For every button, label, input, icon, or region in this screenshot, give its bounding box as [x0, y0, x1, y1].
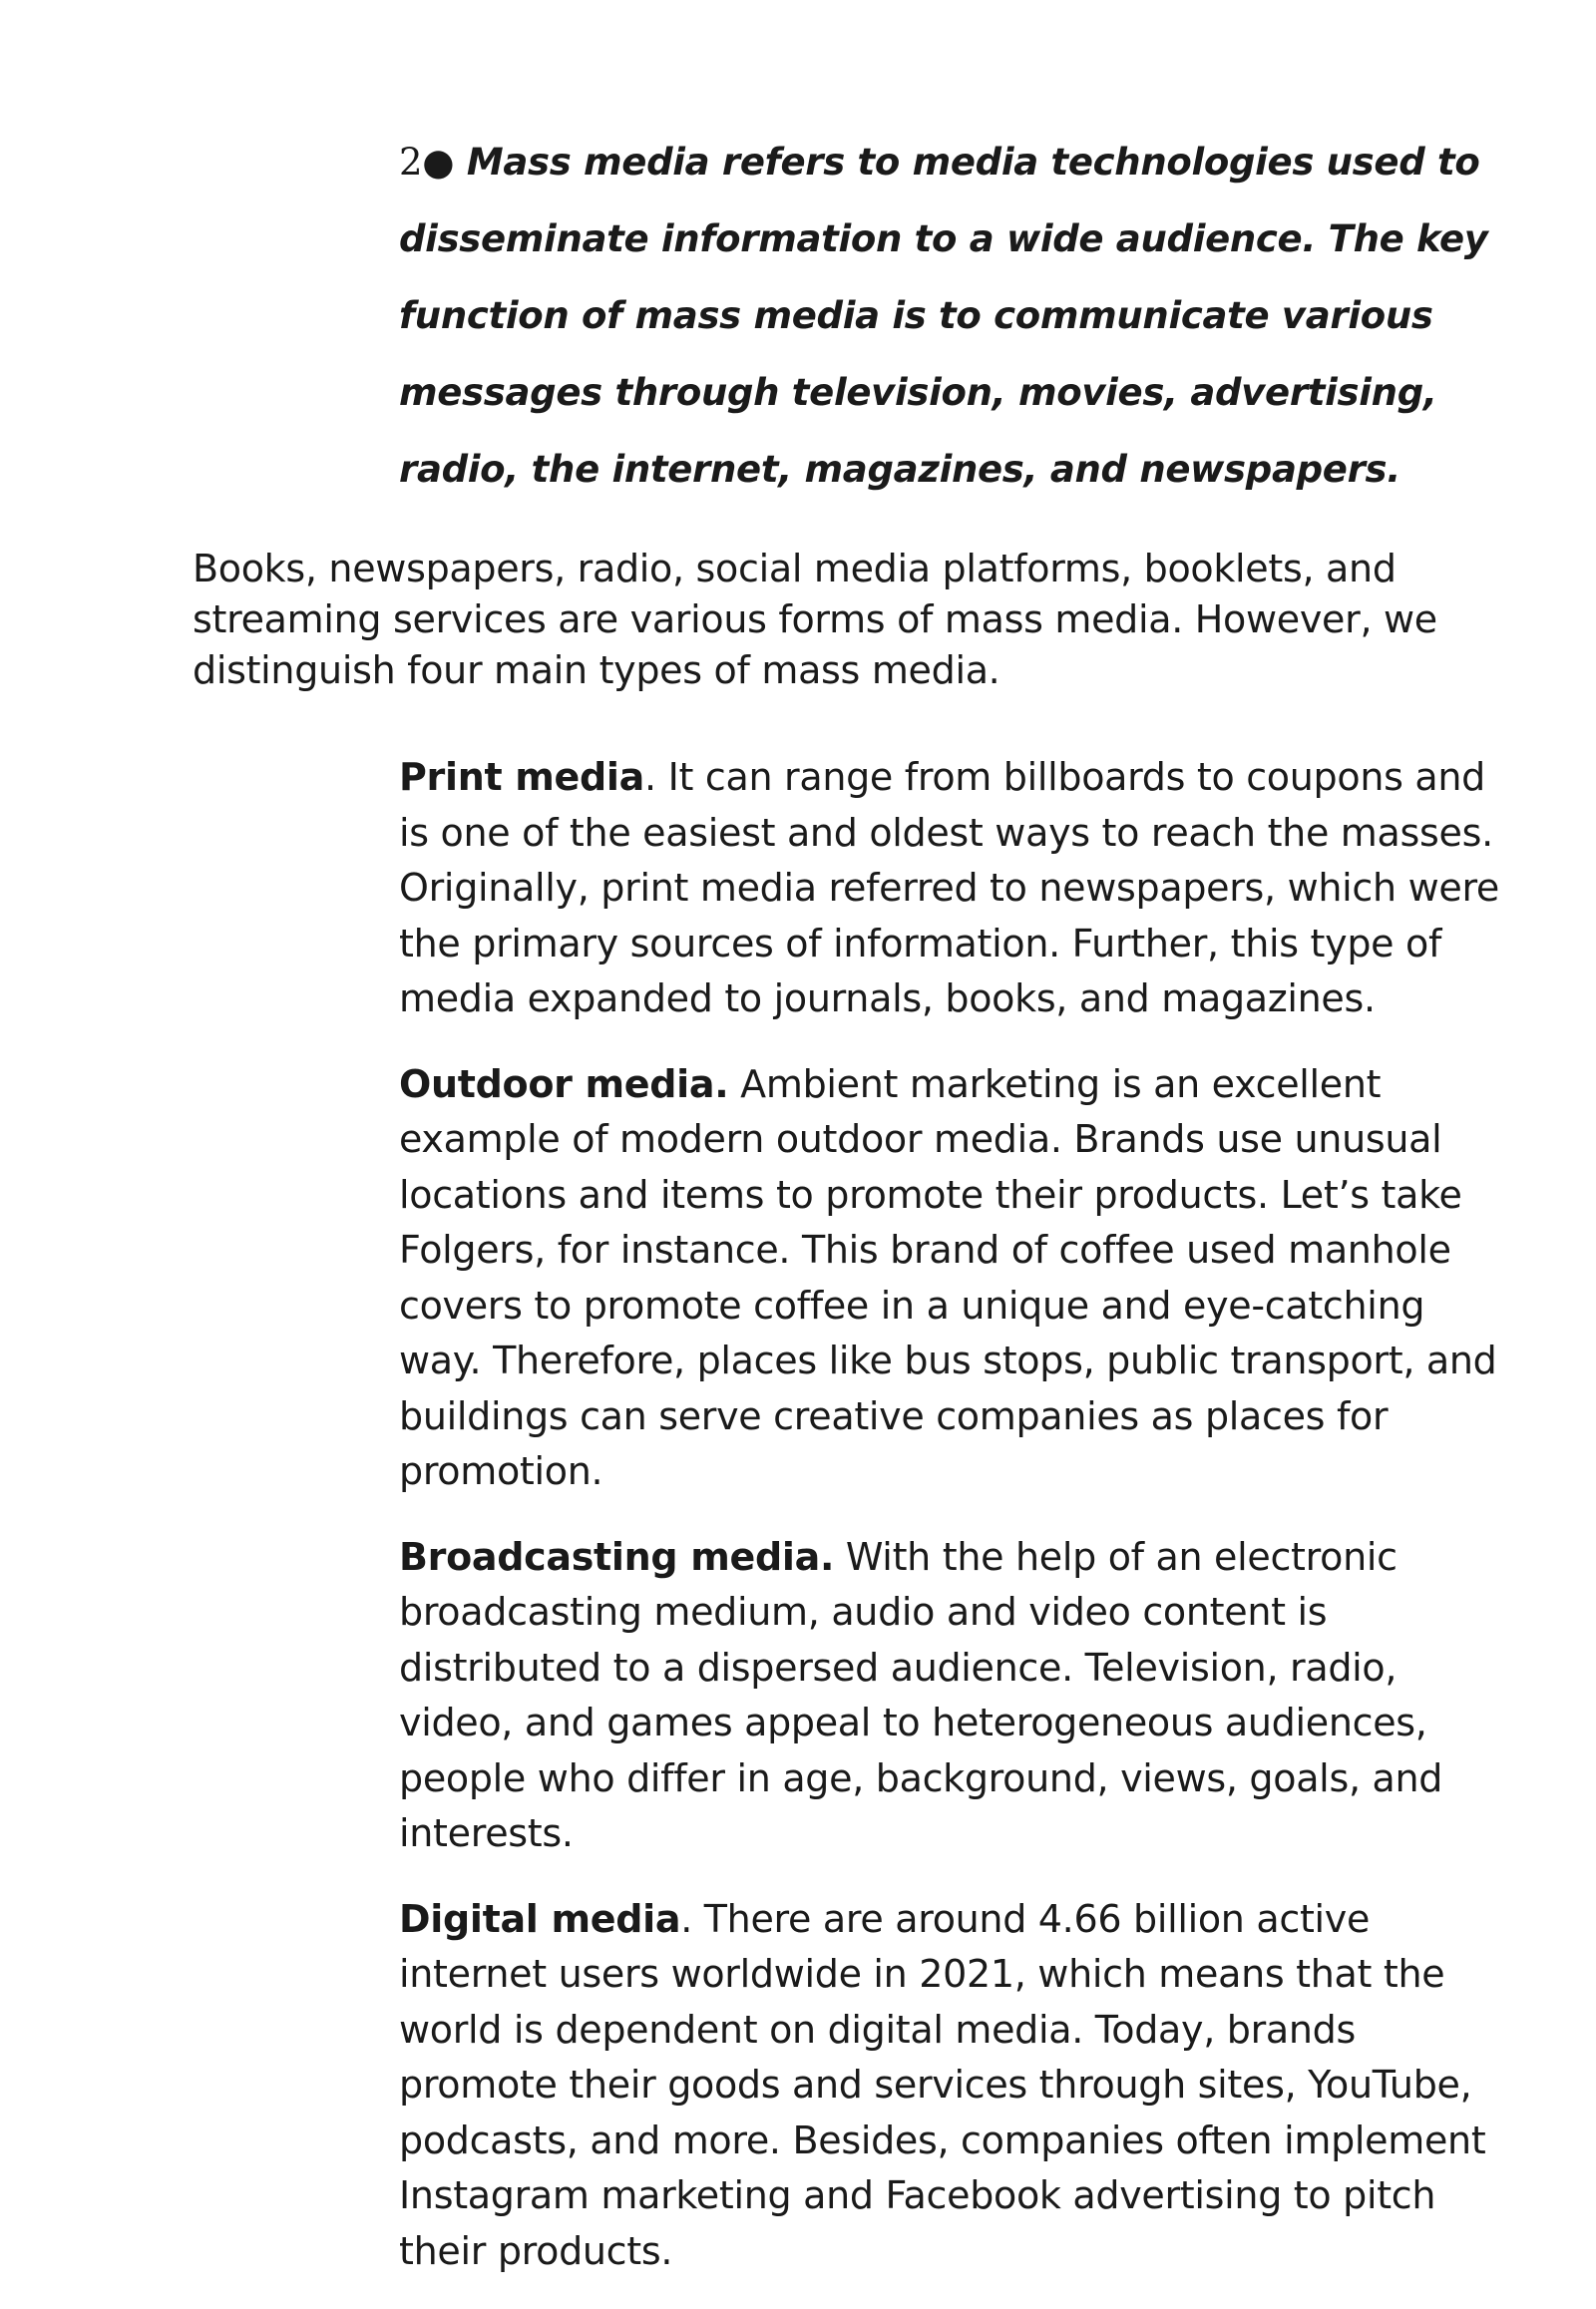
intro-paragraph: Books, newspapers, radio, social media platforms, booklets, and streaming services are various forms of mass media. However, we distinguish four main types of mass media.	[193, 547, 1437, 692]
media-type-text: With the help of an electronic broadcasting medium, audio and video content is distributed to a dispersed audience. Television, radio, video, and games appeal to heterogeneous audiences, people who differ in age, background, views, goals, and interests.	[399, 1534, 1443, 1855]
media-type-term: Broadcasting media.	[399, 1534, 835, 1579]
media-type-term: Digital media	[399, 1896, 681, 1941]
media-type-text: It can range from billboards to coupons and is one of the easiest and oldest ways to reach the masses. Originally, print media referred to newspapers, which were the primary sources of information. Further, this type of media expanded to journals, books, and magazines.	[399, 755, 1500, 1020]
media-type-sep: .	[644, 755, 656, 799]
bullet-icon: ●	[422, 141, 455, 184]
definition-text: Mass media refers to media technologies used to disseminate information to a wide audience. The key function of mass media is to communicate various messages through television, movies, advertising, radio, the internet, magazines, and newspapers.	[399, 141, 1488, 491]
media-type-term: Outdoor media.	[399, 1061, 729, 1106]
mass-media-definition	[399, 124, 1516, 508]
media-type-broadcasting	[399, 1530, 1516, 1862]
media-type-print	[399, 750, 1516, 1027]
media-type-digital	[399, 1892, 1516, 2280]
media-type-outdoor	[399, 1057, 1516, 1500]
media-type-term: Print media	[399, 755, 645, 799]
media-type-text: Ambient marketing is an excellent example of modern outdoor media. Brands use unusual locations and items to promote their products. Let’s take Folgers, for instance. This brand of coffee used manhole covers to promote coffee in a unique and eye-catching way. Therefore, places like bus stops, public transport, and buildings can serve creative companies as places for promotion.	[399, 1061, 1497, 1493]
media-type-sep: .	[680, 1896, 692, 1941]
media-types-list	[399, 750, 1516, 2309]
media-type-text: There are around 4.66 billion active internet users worldwide in 2021, which means that the world is dependent on digital media. Today, brands promote their goods and services through sites, YouTube, podcasts, and more. Besides, companies often implement Instagram marketing and Facebook advertising to pitch their products.	[399, 1896, 1486, 2273]
item-number: 2	[399, 141, 423, 184]
